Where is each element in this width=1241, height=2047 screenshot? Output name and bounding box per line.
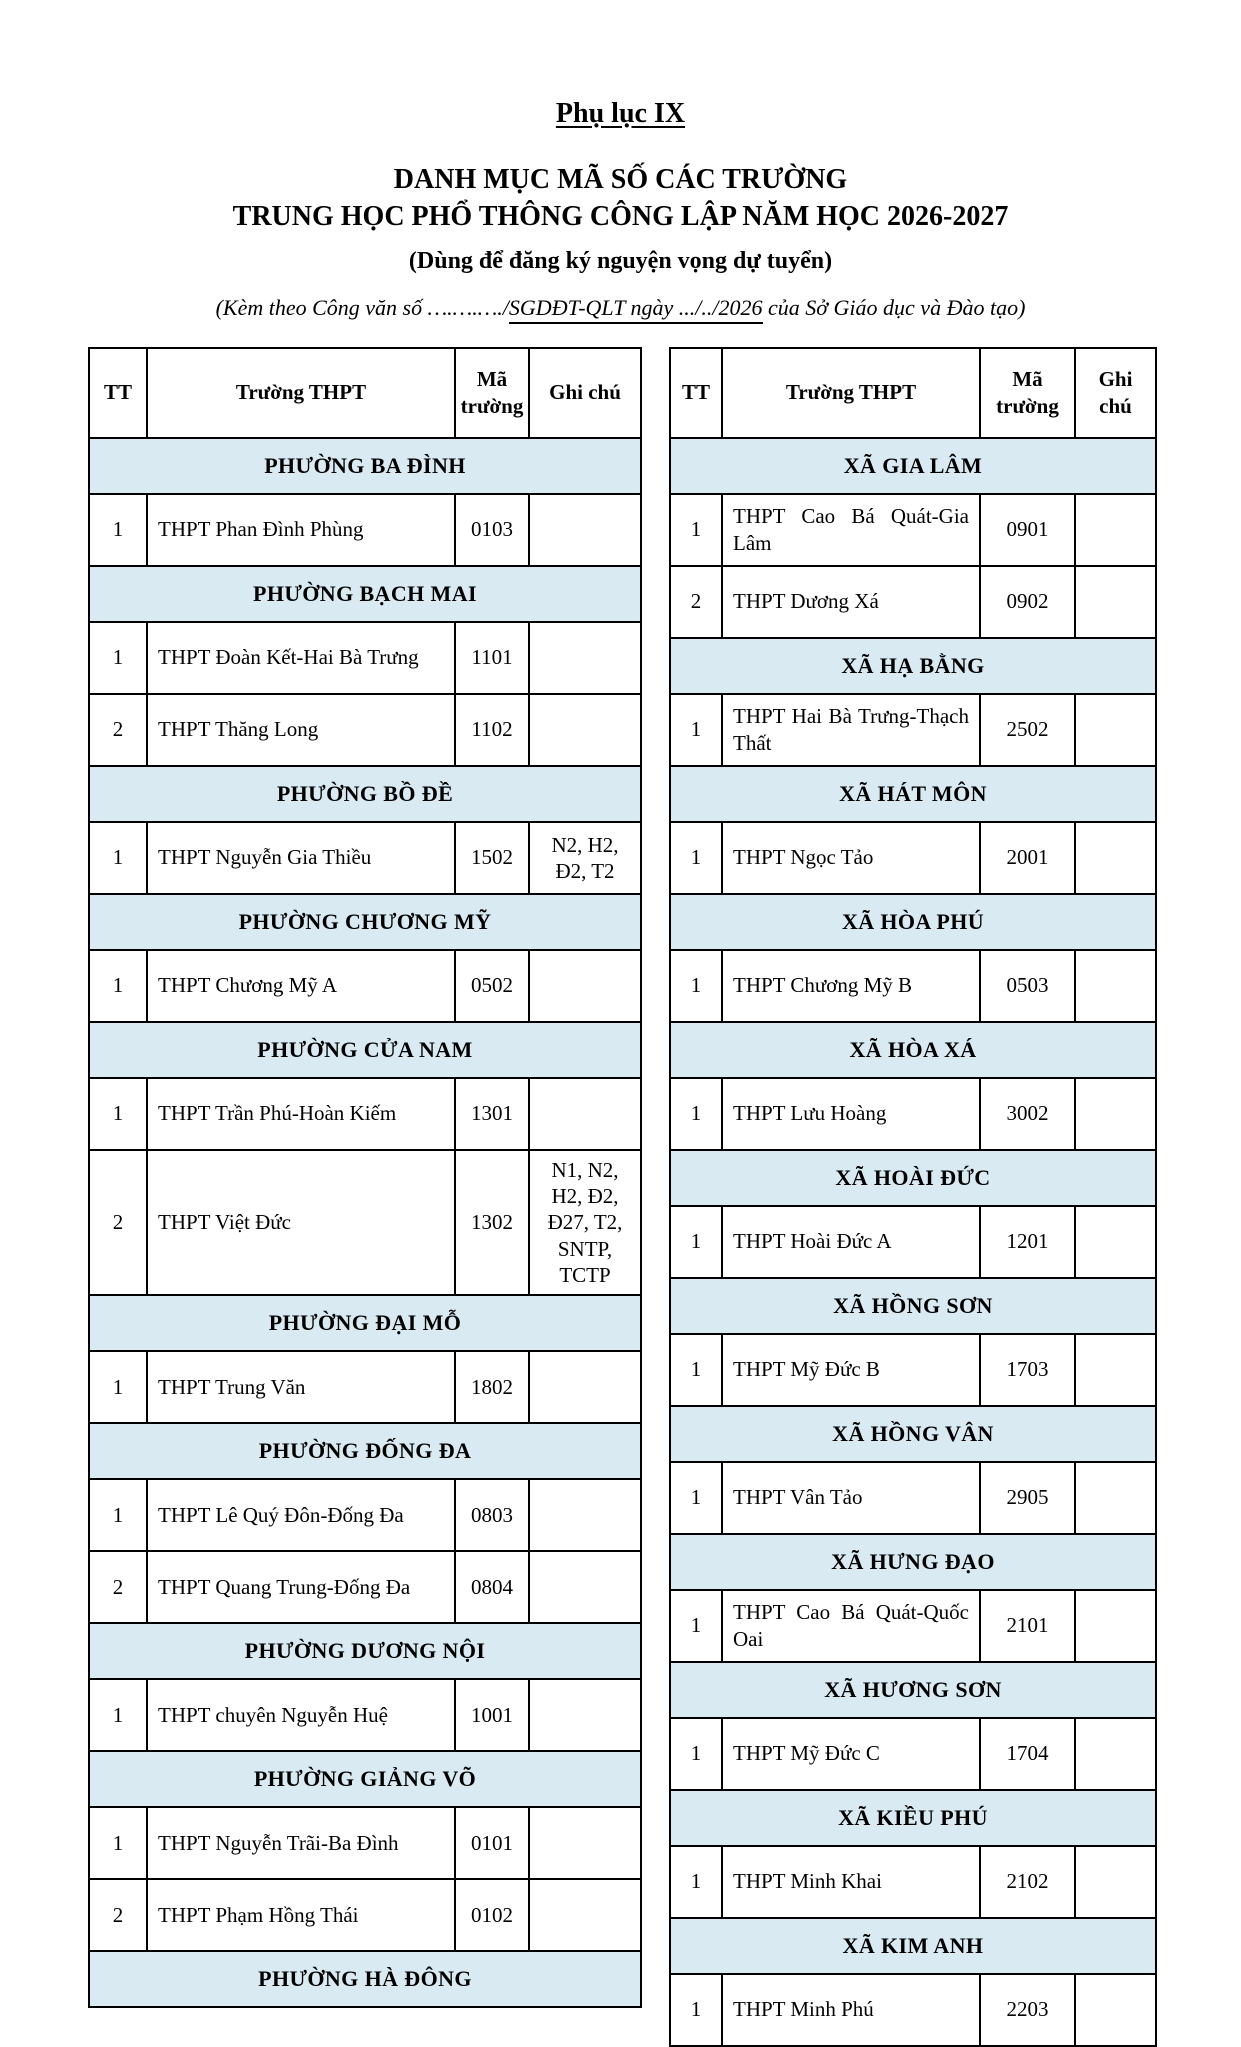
school-note-cell	[1075, 1206, 1156, 1278]
section-row	[89, 566, 641, 622]
school-row	[89, 1679, 641, 1751]
section-title: XÃ HƯNG ĐẠO	[670, 1534, 1156, 1590]
section-row	[670, 1918, 1156, 1974]
section-row	[89, 1022, 641, 1078]
school-name-cell: THPT Chương Mỹ A	[147, 950, 455, 1022]
school-name-cell: THPT Ngọc Tảo	[722, 822, 980, 894]
section-title: XÃ HÒA PHÚ	[670, 894, 1156, 950]
section-row	[89, 766, 641, 822]
school-tt-cell: 1	[670, 1974, 722, 2046]
section-row	[670, 1406, 1156, 1462]
section-row	[89, 1951, 641, 2007]
section-row	[670, 1662, 1156, 1718]
school-row	[89, 822, 641, 894]
school-tt-cell: 1	[670, 950, 722, 1022]
school-name-cell: THPT Chương Mỹ B	[722, 950, 980, 1022]
school-row	[670, 1590, 1156, 1662]
school-code-cell: 0902	[980, 566, 1075, 638]
school-note-cell	[1075, 950, 1156, 1022]
school-row	[670, 1078, 1156, 1150]
document-title	[0, 162, 1241, 236]
school-name-cell: THPT Cao Bá Quát-Gia Lâm	[722, 494, 980, 566]
school-tt-cell: 1	[89, 1679, 147, 1751]
section-row	[89, 1623, 641, 1679]
school-note-cell	[529, 1479, 641, 1551]
school-tt-cell: 1	[670, 1334, 722, 1406]
column-header-school: Trường THPT	[722, 348, 980, 438]
school-note-cell	[1075, 1078, 1156, 1150]
school-row	[89, 1351, 641, 1423]
section-title: PHƯỜNG GIẢNG VÕ	[89, 1751, 641, 1807]
reference-line	[0, 295, 1241, 321]
school-code-cell: 2502	[980, 694, 1075, 766]
school-tt-cell: 2	[89, 694, 147, 766]
school-name-cell: THPT Dương Xá	[722, 566, 980, 638]
section-title: PHƯỜNG BA ĐÌNH	[89, 438, 641, 494]
section-title: XÃ GIA LÂM	[670, 438, 1156, 494]
document-title-line2: TRUNG HỌC PHỔ THÔNG CÔNG LẬP NĂM HỌC 2026-2027	[232, 200, 1009, 232]
school-note-cell	[1075, 1590, 1156, 1662]
school-code-cell: 1302	[455, 1150, 529, 1295]
school-row	[89, 1807, 641, 1879]
school-name-cell: THPT Cao Bá Quát-Quốc Oai	[722, 1590, 980, 1662]
section-title: XÃ KIM ANH	[670, 1918, 1156, 1974]
reference-underlined-segment: SGDĐT-QLT ngày .../../2026	[509, 295, 763, 324]
header-row	[89, 348, 641, 438]
section-title: XÃ HỒNG SƠN	[670, 1278, 1156, 1334]
school-note-cell: N2, H2, Đ2, T2	[529, 822, 641, 894]
school-row	[89, 494, 641, 566]
school-row	[670, 566, 1156, 638]
column-header-code: Mã trường	[455, 348, 529, 438]
school-row	[670, 694, 1156, 766]
column-header-tt: TT	[89, 348, 147, 438]
section-row	[89, 1423, 641, 1479]
school-row	[670, 494, 1156, 566]
school-note-cell	[1075, 694, 1156, 766]
column-header-note: Ghi chú	[1075, 348, 1156, 438]
school-name-cell: THPT Lưu Hoàng	[722, 1078, 980, 1150]
school-row	[670, 822, 1156, 894]
school-tt-cell: 1	[89, 1807, 147, 1879]
school-code-cell: 1102	[455, 694, 529, 766]
section-row	[670, 894, 1156, 950]
school-name-cell: THPT Hai Bà Trưng-Thạch Thất	[722, 694, 980, 766]
school-tt-cell: 1	[89, 1078, 147, 1150]
school-tt-cell: 1	[89, 622, 147, 694]
section-row	[670, 438, 1156, 494]
school-note-cell	[529, 1551, 641, 1623]
section-title: PHƯỜNG BỒ ĐỀ	[89, 766, 641, 822]
school-row	[89, 694, 641, 766]
section-title: XÃ HOÀI ĐỨC	[670, 1150, 1156, 1206]
school-tt-cell: 2	[89, 1150, 147, 1295]
school-note-cell	[1075, 566, 1156, 638]
school-note-cell	[1075, 494, 1156, 566]
school-row	[670, 950, 1156, 1022]
appendix-title: Phụ lục IX	[555, 98, 686, 129]
school-name-cell: THPT Minh Phú	[722, 1974, 980, 2046]
school-tt-cell: 1	[670, 1078, 722, 1150]
reference-prefix: (Kèm theo Công văn số ….….…./	[215, 294, 509, 320]
document-subtitle: (Dùng để đăng ký nguyện vọng dự tuyển)	[408, 247, 833, 274]
section-row	[89, 894, 641, 950]
school-tt-cell: 1	[670, 1206, 722, 1278]
school-code-cell: 1704	[980, 1718, 1075, 1790]
school-tt-cell: 1	[670, 1846, 722, 1918]
school-tt-cell: 1	[670, 694, 722, 766]
column-header-note: Ghi chú	[529, 348, 641, 438]
school-row	[89, 1078, 641, 1150]
school-note-cell	[529, 694, 641, 766]
school-name-cell: THPT Quang Trung-Đống Đa	[147, 1551, 455, 1623]
header-row	[670, 348, 1156, 438]
section-title: XÃ KIỀU PHÚ	[670, 1790, 1156, 1846]
school-name-cell: THPT Phạm Hồng Thái	[147, 1879, 455, 1951]
school-code-cell: 2102	[980, 1846, 1075, 1918]
school-name-cell: THPT Mỹ Đức C	[722, 1718, 980, 1790]
school-row	[89, 1479, 641, 1551]
school-row	[670, 1718, 1156, 1790]
section-row	[89, 438, 641, 494]
school-note-cell	[529, 494, 641, 566]
school-note-cell	[1075, 1334, 1156, 1406]
school-code-cell: 1201	[980, 1206, 1075, 1278]
school-table-right	[669, 347, 1157, 2047]
column-header-code: Mã trường	[980, 348, 1075, 438]
school-code-cell: 1703	[980, 1334, 1075, 1406]
school-tt-cell: 1	[89, 494, 147, 566]
section-title: PHƯỜNG DƯƠNG NỘI	[89, 1623, 641, 1679]
school-name-cell: THPT Thăng Long	[147, 694, 455, 766]
school-name-cell: THPT Hoài Đức A	[722, 1206, 980, 1278]
school-code-cell: 1001	[455, 1679, 529, 1751]
school-code-cell: 0502	[455, 950, 529, 1022]
section-row	[670, 638, 1156, 694]
school-row	[89, 1551, 641, 1623]
school-row	[89, 1879, 641, 1951]
school-row	[89, 622, 641, 694]
school-tt-cell: 1	[89, 950, 147, 1022]
section-row	[670, 1150, 1156, 1206]
school-row	[670, 1334, 1156, 1406]
school-table-left	[88, 347, 642, 2008]
section-title: PHƯỜNG CỬA NAM	[89, 1022, 641, 1078]
column-header-tt: TT	[670, 348, 722, 438]
school-code-cell: 0901	[980, 494, 1075, 566]
school-tt-cell: 1	[89, 822, 147, 894]
school-tt-cell: 1	[670, 1590, 722, 1662]
school-code-cell: 3002	[980, 1078, 1075, 1150]
school-tt-cell: 1	[670, 1462, 722, 1534]
school-row	[670, 1462, 1156, 1534]
school-code-cell: 0101	[455, 1807, 529, 1879]
school-name-cell: THPT Việt Đức	[147, 1150, 455, 1295]
school-note-cell	[529, 1078, 641, 1150]
school-code-cell: 0503	[980, 950, 1075, 1022]
section-title: XÃ HỒNG VÂN	[670, 1406, 1156, 1462]
school-row	[670, 1206, 1156, 1278]
school-name-cell: THPT Mỹ Đức B	[722, 1334, 980, 1406]
school-note-cell	[529, 1879, 641, 1951]
school-note-cell: N1, N2, H2, Đ2, Đ27, T2, SNTP, TCTP	[529, 1150, 641, 1295]
tables-container	[0, 347, 1241, 2047]
school-row	[89, 1150, 641, 1295]
section-title: XÃ HẠ BẰNG	[670, 638, 1156, 694]
school-name-cell: THPT Minh Khai	[722, 1846, 980, 1918]
section-row	[89, 1295, 641, 1351]
school-code-cell: 1101	[455, 622, 529, 694]
school-code-cell: 2203	[980, 1974, 1075, 2046]
school-name-cell: THPT Nguyễn Trãi-Ba Đình	[147, 1807, 455, 1879]
school-tt-cell: 1	[89, 1351, 147, 1423]
section-title: XÃ HƯƠNG SƠN	[670, 1662, 1156, 1718]
school-tt-cell: 1	[670, 1718, 722, 1790]
section-row	[89, 1751, 641, 1807]
school-tt-cell: 1	[670, 822, 722, 894]
school-note-cell	[529, 950, 641, 1022]
school-code-cell: 1502	[455, 822, 529, 894]
section-row	[670, 1278, 1156, 1334]
section-row	[670, 766, 1156, 822]
school-code-cell: 1301	[455, 1078, 529, 1150]
school-tt-cell: 1	[670, 494, 722, 566]
school-row	[89, 950, 641, 1022]
school-name-cell: THPT Lê Quý Đôn-Đống Đa	[147, 1479, 455, 1551]
school-note-cell	[1075, 1718, 1156, 1790]
school-note-cell	[529, 1351, 641, 1423]
school-name-cell: THPT Đoàn Kết-Hai Bà Trưng	[147, 622, 455, 694]
school-name-cell: THPT Vân Tảo	[722, 1462, 980, 1534]
document-title-line1: DANH MỤC MÃ SỐ CÁC TRƯỜNG	[393, 164, 848, 195]
school-code-cell: 2905	[980, 1462, 1075, 1534]
school-tt-cell: 2	[670, 566, 722, 638]
section-title: PHƯỜNG HÀ ĐÔNG	[89, 1951, 641, 2007]
school-code-cell: 0102	[455, 1879, 529, 1951]
school-code-cell: 2101	[980, 1590, 1075, 1662]
school-name-cell: THPT Trung Văn	[147, 1351, 455, 1423]
school-name-cell: THPT Nguyễn Gia Thiều	[147, 822, 455, 894]
school-name-cell: THPT Trần Phú-Hoàn Kiếm	[147, 1078, 455, 1150]
school-note-cell	[529, 1807, 641, 1879]
school-tt-cell: 2	[89, 1551, 147, 1623]
section-title: PHƯỜNG CHƯƠNG MỸ	[89, 894, 641, 950]
reference-suffix: của Sở Giáo dục và Đào tạo)	[762, 294, 1026, 320]
section-row	[670, 1022, 1156, 1078]
school-note-cell	[1075, 822, 1156, 894]
school-name-cell: THPT Phan Đình Phùng	[147, 494, 455, 566]
section-row	[670, 1790, 1156, 1846]
section-title: XÃ HÒA XÁ	[670, 1022, 1156, 1078]
school-row	[670, 1846, 1156, 1918]
school-note-cell	[1075, 1974, 1156, 2046]
school-note-cell	[1075, 1846, 1156, 1918]
school-code-cell: 1802	[455, 1351, 529, 1423]
school-tt-cell: 1	[89, 1479, 147, 1551]
school-code-cell: 0803	[455, 1479, 529, 1551]
section-title: PHƯỜNG ĐẠI MỖ	[89, 1295, 641, 1351]
school-note-cell	[529, 622, 641, 694]
section-row	[670, 1534, 1156, 1590]
section-title: PHƯỜNG ĐỐNG ĐA	[89, 1423, 641, 1479]
column-header-school: Trường THPT	[147, 348, 455, 438]
school-code-cell: 0103	[455, 494, 529, 566]
school-note-cell	[1075, 1462, 1156, 1534]
school-name-cell: THPT chuyên Nguyễn Huệ	[147, 1679, 455, 1751]
section-title: XÃ HÁT MÔN	[670, 766, 1156, 822]
school-code-cell: 0804	[455, 1551, 529, 1623]
section-title: PHƯỜNG BẠCH MAI	[89, 566, 641, 622]
school-row	[670, 1974, 1156, 2046]
school-note-cell	[529, 1679, 641, 1751]
school-tt-cell: 2	[89, 1879, 147, 1951]
school-code-cell: 2001	[980, 822, 1075, 894]
